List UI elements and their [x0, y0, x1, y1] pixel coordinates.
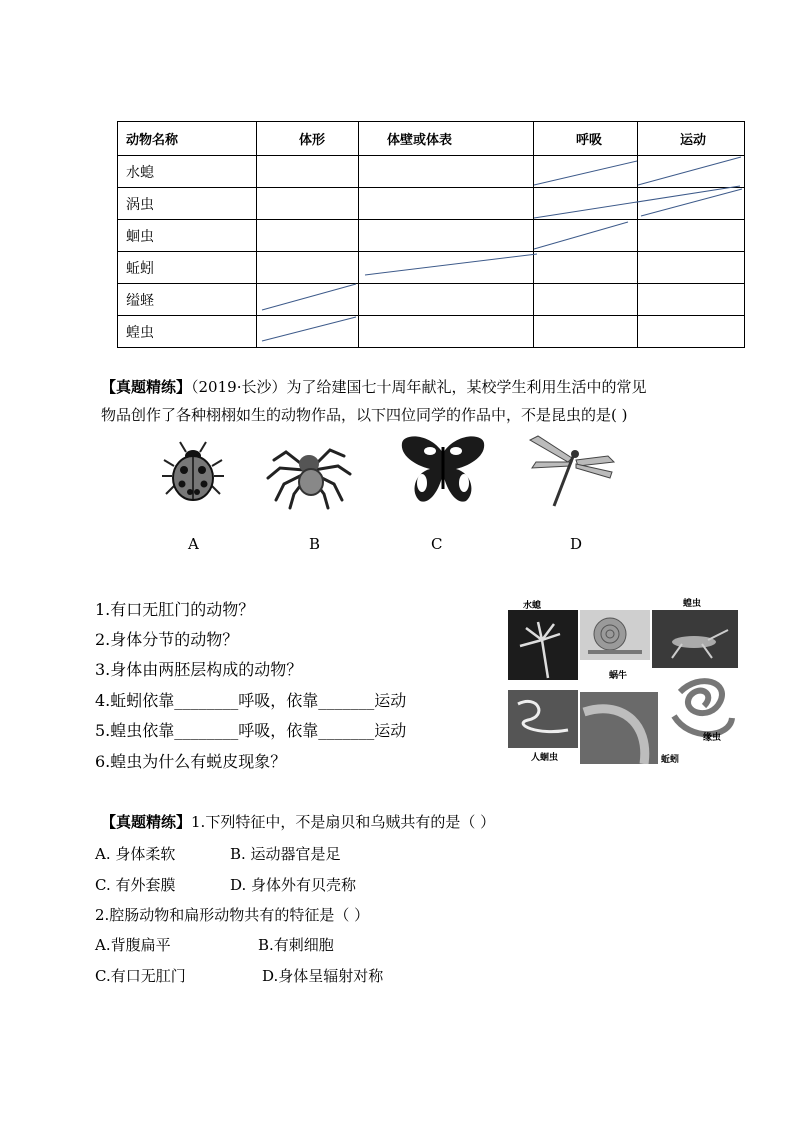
question-item: 2.身体分节的动物？ [95, 630, 239, 649]
exam1-line2: 物品创作了各种栩栩如生的动物作品，以下四位同学的作品中，不是昆虫的是( ) [101, 406, 628, 424]
hydra-photo [508, 610, 578, 680]
option-label-d: D [570, 535, 583, 553]
earthworm-photo [660, 672, 740, 744]
table-row [118, 220, 745, 252]
table-cell: 涡虫 [118, 188, 257, 220]
ladybug-icon [160, 440, 226, 506]
question-item: 6.蝗虫为什么有蜕皮现象？ [95, 752, 287, 771]
answer-option: B. 运动器官是足 [230, 845, 341, 863]
exam2-question1 [101, 811, 495, 832]
answer-option: C. 有外套膜 [95, 876, 176, 894]
table-cell: 蝗虫 [118, 316, 257, 348]
option-label-b: B [309, 535, 321, 553]
photo-label: 水螅 [523, 601, 542, 611]
photo-label: 蚯蚓 [661, 755, 680, 765]
snail-photo [580, 610, 650, 660]
tapeworm-photo [580, 692, 658, 764]
table-row [118, 188, 745, 220]
photo-label: 蝗虫 [683, 599, 702, 609]
butterfly-icon [400, 433, 486, 505]
answer-option: A. 身体柔软 [95, 845, 176, 863]
photo-label: 缘虫 [703, 733, 722, 743]
table-header: 体壁或体表 [359, 122, 534, 156]
table-header: 运动 [638, 122, 745, 156]
table-header: 体形 [257, 122, 359, 156]
question-item: 1.有口无肛门的动物？ [95, 600, 255, 619]
table-cell: 蛔虫 [118, 220, 257, 252]
answer-option: A.背腹扁平 [95, 936, 171, 954]
dragonfly-icon [528, 432, 616, 508]
table-cell: 水螅 [118, 156, 257, 188]
spider-icon [264, 434, 354, 510]
question-item: 3.身体由两胚层构成的动物？ [95, 660, 303, 679]
question-text: 2.腔肠动物和扁形动物共有的特征是（ ） [95, 906, 370, 924]
photo-label: 人蛔虫 [531, 753, 559, 763]
exam-source: （2019·长沙） [191, 378, 287, 396]
question-item: 4.蚯蚓依靠________呼吸，依靠_______运动 [95, 691, 407, 710]
table-cell: 蚯蚓 [118, 252, 257, 284]
table-cell: 缢蛏 [118, 284, 257, 316]
exam-tag: 【真题精练】 [101, 813, 192, 831]
option-label-c: C [431, 535, 443, 553]
answer-option: B.有刺细胞 [258, 936, 334, 954]
question-item: 5.蝗虫依靠________呼吸，依靠_______运动 [95, 721, 407, 740]
table-header: 呼吸 [534, 122, 638, 156]
roundworm-photo [508, 690, 578, 748]
animal-photo-collage [505, 592, 741, 766]
animal-comparison-table [117, 121, 744, 343]
photo-label: 蜗牛 [609, 671, 628, 681]
exam1-line1 [101, 376, 646, 397]
locust-photo [652, 610, 738, 668]
exam1-text: 为了给建国七十周年献礼，某校学生利用生活中的常见 [286, 378, 647, 396]
table-row [118, 252, 745, 284]
table-row [118, 284, 745, 316]
answer-option: D. 身体外有贝壳称 [230, 876, 357, 894]
table-row [118, 316, 745, 348]
answer-option: C.有口无肛门 [95, 967, 186, 985]
option-label-a: A [188, 535, 199, 553]
table-header-row [118, 122, 745, 156]
answer-option: D.身体呈辐射对称 [262, 967, 384, 985]
table-header: 动物名称 [118, 122, 257, 156]
question-text: 1.下列特征中，不是扇贝和乌贼共有的是（ ） [191, 813, 496, 831]
table-row [118, 156, 745, 188]
exam-tag: 【真题精练】 [101, 378, 192, 396]
